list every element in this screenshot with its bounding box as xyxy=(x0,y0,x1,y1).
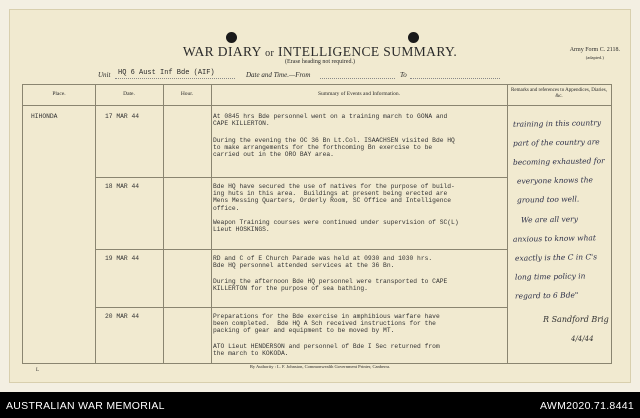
row-entry: Preparations for the Bde exercise in amphibious warfare have been completed. Bde HQ A Sch received instructions for the packing of gear and equipment to be moved by MT. xyxy=(213,313,440,335)
row-entry: ATO Lieut HENDERSON and personnel of Bde I Sec returned from the march to KOKODA. xyxy=(213,343,440,358)
unit-value: HQ 6 Aust Inf Bde (AIF) xyxy=(118,69,215,77)
row-divider xyxy=(95,177,507,178)
page-subtitle: (Erase heading not required.) xyxy=(285,59,355,65)
handwritten-remark: regard to 6 Bde" xyxy=(514,290,579,301)
archive-id: AWM2020.71.8441 xyxy=(539,400,634,412)
row-divider xyxy=(95,249,507,250)
handwritten-remark: long time policy in xyxy=(514,271,586,282)
row-entry: During the evening the OC 36 Bn Lt.Col. ISAACHSEN visited Bde HQ to make arrangements for the forthcoming Bn exercise to be carried out in the ORO BAY area. xyxy=(213,137,455,159)
row-date: 19 MAR 44 xyxy=(105,255,140,262)
row-place: HIHONDA xyxy=(31,113,58,120)
date-time-label: Date and Time.—From xyxy=(246,71,311,79)
from-dotted-line xyxy=(320,78,395,79)
handwritten-remark: exactly is the C in C's xyxy=(514,252,598,263)
row-date: 18 MAR 44 xyxy=(105,183,140,190)
handwritten-remark: anxious to know what xyxy=(512,233,596,244)
handwritten-remark: We are all very xyxy=(520,214,579,225)
printer-line: By Authority : L. F. Johnston, Commonwealth Government Printer, Canberra. xyxy=(249,364,391,369)
to-dotted-line xyxy=(410,78,500,79)
row-date: 20 MAR 44 xyxy=(105,313,140,320)
form-id: Army Form C. 2118. (adapted.) xyxy=(569,47,620,60)
unit-dotted-line xyxy=(115,78,235,79)
header-divider xyxy=(23,105,611,106)
col-divider xyxy=(211,85,212,363)
diary-table xyxy=(22,84,612,364)
col-header-place: Place. xyxy=(52,91,66,97)
punch-hole xyxy=(226,32,237,43)
col-header-summary: Summary of Events and Information. xyxy=(317,91,401,97)
col-header-hour: Hour. xyxy=(180,91,194,97)
row-entry: During the afternoon Bde HQ personnel were transported to CAPE KILLERTON for the purpose of sea bathing. xyxy=(213,278,448,293)
archive-footer xyxy=(0,392,640,418)
row-entry: Weapon Training courses were continued under supervision of SC(L) Lieut HOSKINGS. xyxy=(213,219,459,234)
handwritten-remark: part of the country are xyxy=(512,137,600,148)
col-header-remarks: Remarks and references to Appendices, Diaries, &c. xyxy=(511,88,607,99)
col-divider xyxy=(507,85,508,363)
row-date: 17 MAR 44 xyxy=(105,113,140,120)
handwritten-remark: ground too well. xyxy=(516,194,580,205)
row-divider xyxy=(95,307,507,308)
row-entry: RD and C of E Church Parade was held at 0930 and 1030 hrs. Bde HQ personnel attended services at the 36 Bn. xyxy=(213,255,433,270)
col-divider xyxy=(95,85,96,363)
handwritten-remark: becoming exhausted for xyxy=(512,156,605,167)
signature: R Sandford Brig xyxy=(543,315,609,324)
col-header-date: Date. xyxy=(123,91,135,97)
page-mark: L xyxy=(36,368,40,373)
signature-date: 4/4/44 xyxy=(571,335,594,343)
row-entry: Bde HQ have secured the use of natives for the purpose of build- ing huts in this area. Buildings at present being erected are Mens Messing Quarters, Orderly Room, SC Office and Intelligence office. xyxy=(213,183,455,212)
handwritten-remark: training in this country xyxy=(512,118,602,129)
handwritten-remark: everyone knows the xyxy=(516,175,594,186)
col-divider xyxy=(163,85,164,363)
archive-name: AUSTRALIAN WAR MEMORIAL xyxy=(6,400,165,412)
page-title: WAR DIARY or INTELLIGENCE SUMMARY. xyxy=(182,44,458,59)
punch-hole xyxy=(408,32,419,43)
row-entry: At 0845 hrs Bde personnel went on a training march to GONA and CAPE KILLERTON. xyxy=(213,113,448,128)
unit-label: Unit xyxy=(98,71,111,79)
to-label: To xyxy=(400,71,407,79)
